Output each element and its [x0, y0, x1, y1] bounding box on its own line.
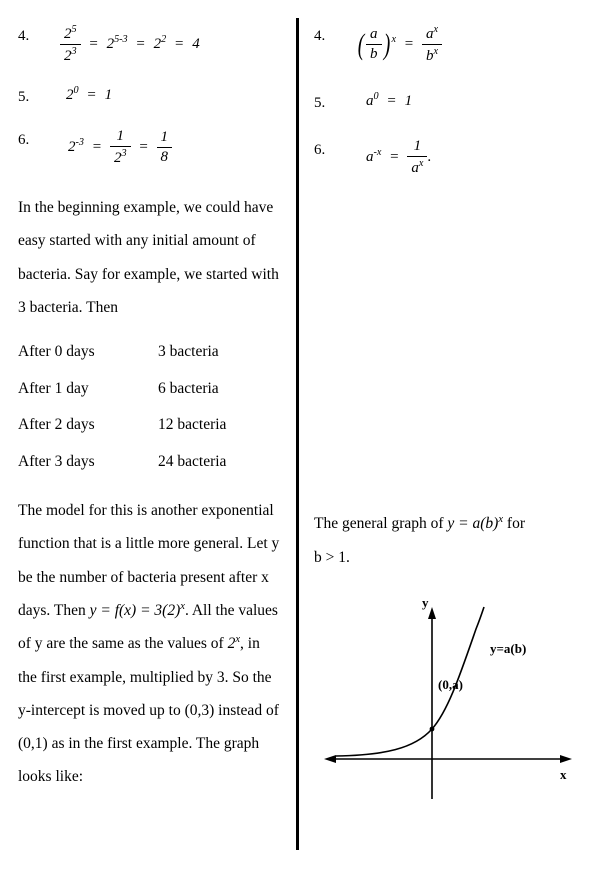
exponent: 5-3: [114, 33, 128, 45]
rule-number: 5.: [314, 95, 326, 111]
base: a: [366, 93, 374, 109]
exponent: x: [180, 600, 185, 612]
rule-expression: [60, 85, 112, 104]
exponent: x: [418, 158, 424, 169]
y-intercept-label: (0,a): [438, 677, 463, 693]
base: 2: [68, 138, 76, 155]
exponent: -3: [75, 136, 84, 148]
curve-label: y=a(b): [490, 641, 527, 657]
equals-sign: =: [139, 138, 148, 155]
base: a: [426, 26, 434, 42]
denominator: 8: [160, 149, 169, 165]
rule-number: 4.: [18, 28, 30, 44]
base: b: [426, 48, 434, 64]
y-axis-arrow: [428, 607, 436, 619]
exponent: -x: [373, 146, 382, 158]
numerator: 1: [407, 138, 427, 157]
y-axis-label: y: [422, 595, 429, 611]
equals-sign: =: [89, 35, 98, 52]
x-axis-arrow-right: [560, 755, 572, 763]
base: a: [366, 148, 374, 165]
exponent: 2: [161, 33, 167, 45]
base: 2: [106, 35, 115, 52]
right-column: [314, 24, 586, 829]
rule-item-5-left: [18, 85, 282, 106]
left-paren: (: [357, 27, 365, 61]
rule-number: 6.: [314, 142, 326, 158]
rule-expression: [356, 91, 412, 110]
rule-expression: [356, 138, 431, 177]
rule-item-4-left: [18, 24, 282, 65]
graph-condition: b > 1.: [314, 549, 350, 567]
base: 2: [227, 635, 236, 653]
exponent: 3: [121, 148, 127, 159]
base: 2: [64, 26, 72, 42]
result: 4: [192, 35, 200, 52]
base: 2: [66, 87, 74, 103]
equals-sign: =: [87, 87, 96, 103]
x-axis-label: x: [560, 767, 567, 783]
rule-expression: [60, 128, 172, 167]
exponent: 0: [373, 91, 379, 102]
numerator: 1: [110, 128, 131, 147]
base: 2: [153, 35, 162, 52]
graph-svg: [314, 599, 584, 829]
rule-number: 5.: [18, 89, 30, 105]
x-axis-arrow-left: [324, 755, 336, 763]
paragraph-model: [18, 494, 282, 794]
paragraph-bacteria-intro: [18, 191, 282, 324]
paragraph-part-b: . All the values of y are the same as the values of: [18, 601, 278, 653]
equals-sign: =: [136, 35, 145, 52]
paragraph-part-c: , in the first example, multiplied by 3. So the y-intercept is moved up to (0,3) instead of (0,1) as in the first example. The graph looks like:: [18, 635, 279, 786]
exponent: x: [433, 46, 439, 57]
paragraph-text: [18, 494, 282, 794]
function-expression: y = a(b): [447, 515, 499, 532]
paragraph-text: In the beginning example, we could have easy started with any initial amount of bacteria. Say for example, we started with 3 bacteria. Then: [18, 199, 279, 316]
numerator: 1: [157, 129, 173, 148]
day-value: 12 bacteria: [158, 416, 227, 434]
paragraph-part-a: The model for this is another exponential function that is a little more general. Let y be the number of bacteria present after x days. Then: [18, 501, 280, 619]
rule-item-5-right: [314, 91, 586, 112]
rule-item-6-left: [18, 128, 282, 167]
table-row: [18, 371, 282, 407]
equals-sign: =: [92, 138, 102, 155]
exponent: x: [391, 33, 397, 45]
graph-intro: [314, 507, 586, 575]
result: 1: [104, 87, 113, 103]
day-value: 3 bacteria: [158, 343, 219, 361]
function-expression: y = f(x) = 3(2): [89, 601, 181, 619]
bacteria-table: [18, 334, 282, 480]
exponential-graph: [314, 595, 584, 829]
base: 2: [113, 150, 122, 166]
trailing-punctuation: .: [427, 148, 432, 165]
graph-intro-part-a: The general graph of: [314, 515, 448, 532]
exponent: x: [235, 634, 241, 646]
day-label: After 3 days: [18, 452, 95, 470]
exponent: x: [433, 24, 439, 35]
result: 1: [404, 93, 413, 109]
day-value: 6 bacteria: [158, 379, 219, 397]
table-row: [18, 407, 282, 443]
left-column: [18, 24, 282, 794]
right-paren: ): [383, 27, 390, 61]
equals-sign: =: [404, 35, 414, 52]
equals-sign: =: [387, 93, 396, 109]
day-value: 24 bacteria: [158, 452, 227, 470]
equals-sign: =: [174, 35, 184, 52]
exponent: 5: [71, 24, 77, 35]
numerator: a: [366, 26, 382, 45]
exponent: 3: [71, 46, 77, 57]
day-label: After 0 days: [18, 343, 95, 361]
table-row: [18, 334, 282, 370]
rule-number: 4.: [314, 28, 326, 44]
rule-item-6-right: [314, 138, 586, 177]
rule-item-4-right: [314, 24, 586, 65]
y-intercept-point: [430, 727, 435, 732]
denominator: b: [370, 46, 378, 62]
base: a: [411, 160, 419, 176]
table-row: [18, 444, 282, 480]
day-label: After 2 days: [18, 416, 95, 434]
exponent: 0: [73, 85, 79, 96]
rule-number: 6.: [18, 132, 30, 148]
rule-expression: [356, 24, 442, 65]
rule-expression: [60, 24, 200, 65]
graph-intro-part-b: for: [503, 515, 525, 532]
equals-sign: =: [390, 148, 399, 165]
column-divider: [296, 18, 299, 850]
base: 2: [64, 48, 72, 64]
exponent: x: [498, 513, 504, 525]
day-label: After 1 day: [18, 379, 89, 397]
